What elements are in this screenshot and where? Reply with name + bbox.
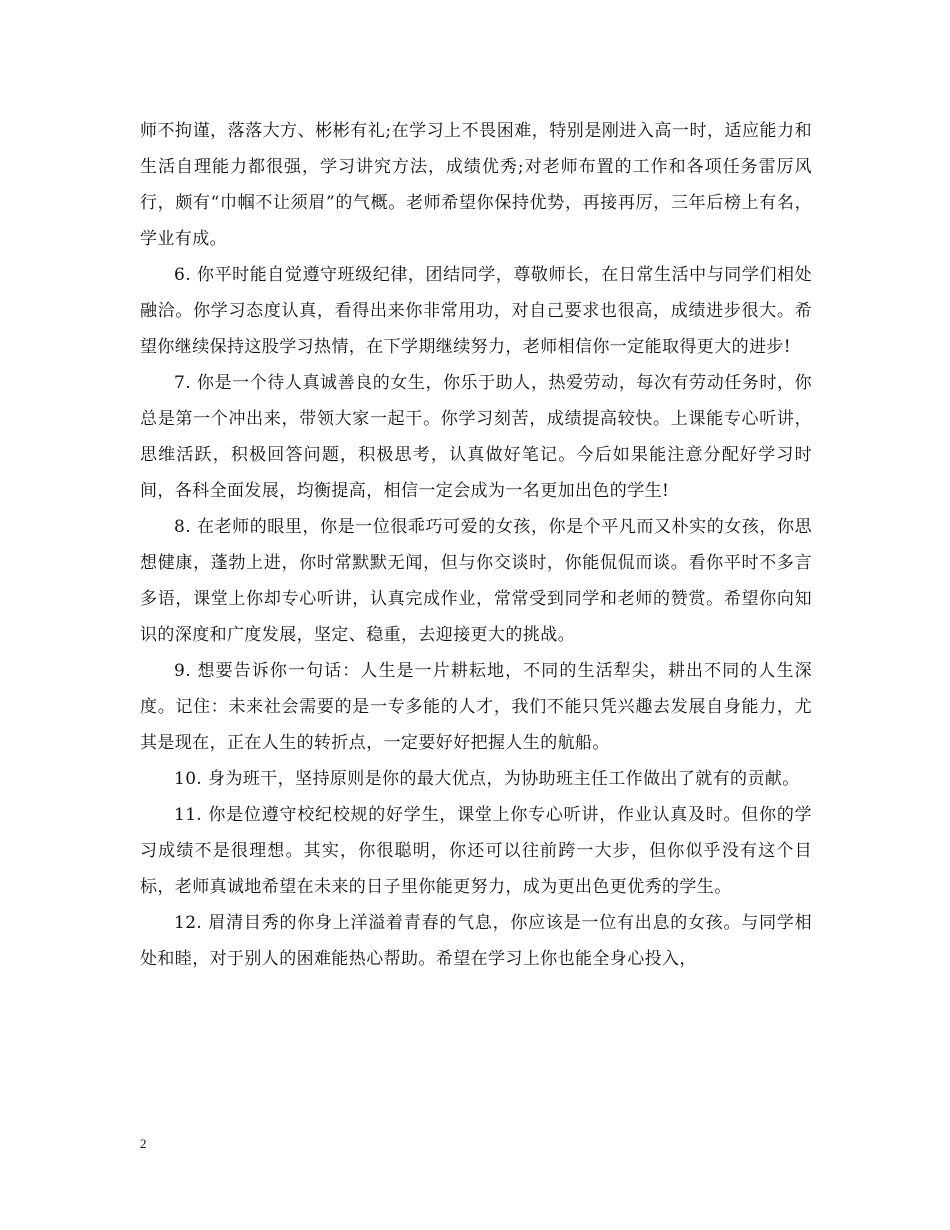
document-body [140,113,812,977]
paragraph-item-7: 7. 你是一个待人真诚善良的女生，你乐于助人，热爱劳动，每次有劳动任务时，你总是第一个冲出来，带领大家一起干。你学习刻苦，成绩提高较快。上课能专心听讲，思维活跃，积极回答问题，积极思考，认真做好笔记。今后如果能注意分配好学习时间，各科全面发展，均衡提高，相信一定会成为一名更加出色的学生! [140,373,812,501]
paragraph-item-6: 6. 你平时能自觉遵守班级纪律，团结同学，尊敬师长，在日常生活中与同学们相处融洽。你学习态度认真，看得出来你非常用功，对自己要求也很高，成绩进步很大。希望你继续保持这股学习热情，在下学期继续努力，老师相信你一定能取得更大的进步! [140,265,812,357]
page-number: 2 [140,1136,147,1151]
paragraph-continuation: 师不拘谨，落落大方、彬彬有礼;在学习上不畏困难，特别是刚进入高一时，适应能力和生活自理能力都很强，学习讲究方法，成绩优秀;对老师布置的工作和各项任务雷厉风行，颇有“巾帼不让须眉”的气概。老师希望你保持优势，再接再厉，三年后榜上有名，学业有成。 [140,121,812,249]
paragraph-item-8: 8. 在老师的眼里，你是一位很乖巧可爱的女孩，你是个平凡而又朴实的女孩，你思想健康，蓬勃上进，你时常默默无闻，但与你交谈时，你能侃侃而谈。看你平时不多言多语，课堂上你却专心听讲，认真完成作业，常常受到同学和老师的赞赏。希望你向知识的深度和广度发展，坚定、稳重，去迎接更大的挑战。 [140,517,812,645]
paragraph-item-11: 11. 你是位遵守校纪校规的好学生，课堂上你专心听讲，作业认真及时。但你的学习成绩不是很理想。其实，你很聪明，你还可以往前跨一大步，但你似乎没有这个目标，老师真诚地希望在未来的日子里你能更努力，成为更出色更优秀的学生。 [140,805,812,897]
paragraph-item-10: 10. 身为班干，坚持原则是你的最大优点，为协助班主任工作做出了就有的贡献。 [174,769,800,789]
paragraph-item-12: 12. 眉清目秀的你身上洋溢着青春的气息，你应该是一位有出息的女孩。与同学相处和睦，对于别人的困难能热心帮助。希望在学习上你也能全身心投入， [140,913,812,969]
paragraph-item-9: 9. 想要告诉你一句话：人生是一片耕耘地，不同的生活犁尖，耕出不同的人生深度。记住：未来社会需要的是一专多能的人才，我们不能只凭兴趣去发展自身能力，尤其是现在，正在人生的转折点，一定要好好把握人生的航船。 [140,661,812,753]
